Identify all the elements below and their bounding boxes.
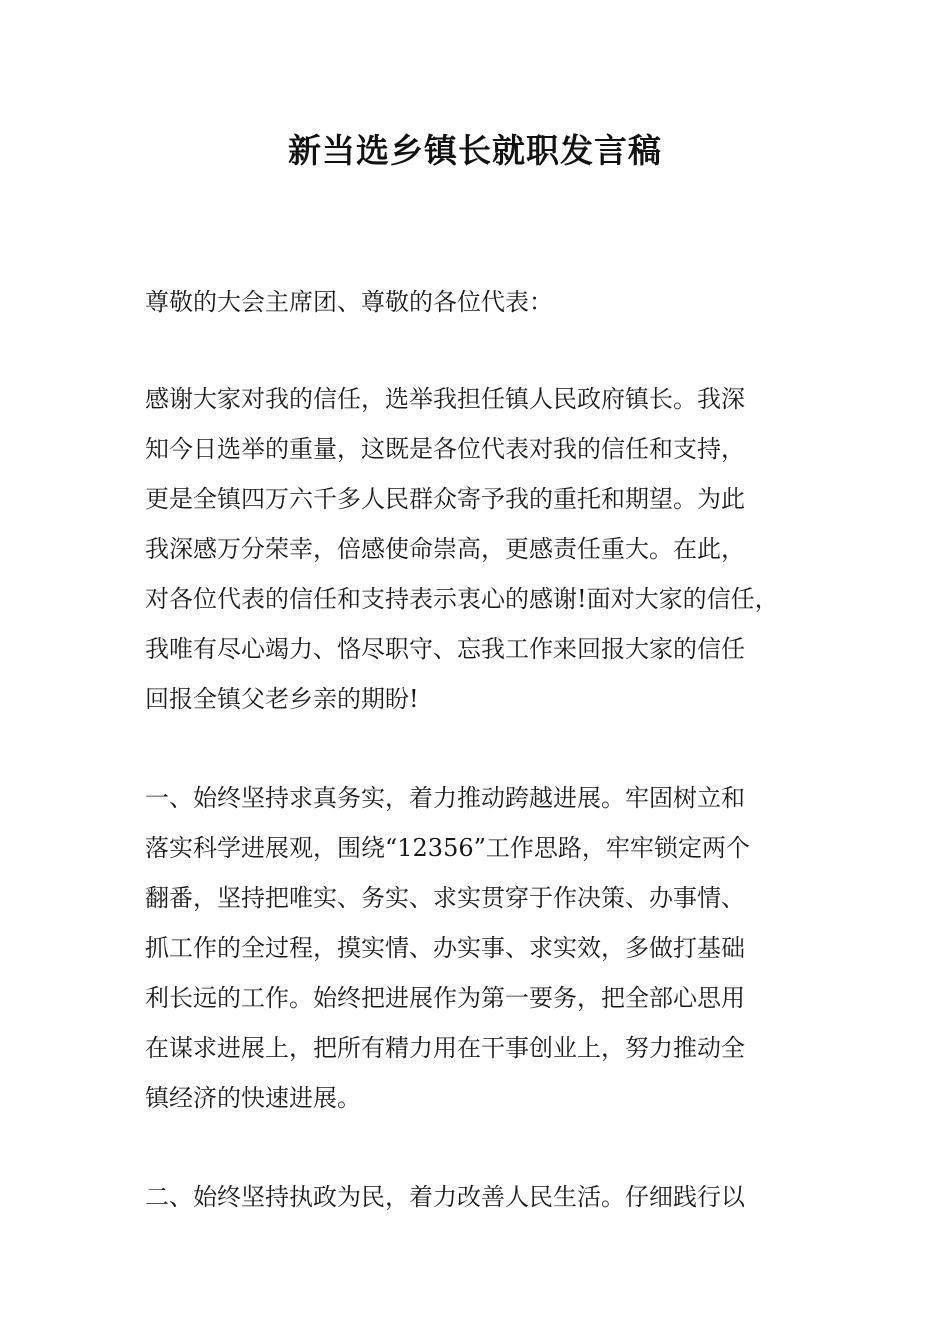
- paragraph-line: 利长远的工作。始终把进展作为第一要务，把全部心思用: [145, 984, 745, 1012]
- paragraph-line: 我深感万分荣幸，倍感使命崇高，更感责任重大。在此，: [145, 535, 745, 563]
- paragraph-line: 对各位代表的信任和支持表示衷心的感谢!面对大家的信任，: [145, 585, 779, 613]
- paragraph-line: 回报全镇父老乡亲的期盼!: [145, 685, 419, 713]
- paragraph-line: 镇经济的快速进展。: [145, 1084, 361, 1112]
- paragraph-line: 更是全镇四万六千多人民群众寄予我的重托和期望。为此: [145, 485, 745, 513]
- paragraph-line: 翻番，坚持把唯实、务实、求实贯穿于作决策、办事情、: [145, 884, 745, 912]
- salutation: [145, 277, 825, 327]
- paragraph-1: [145, 374, 825, 724]
- paragraph-3: [145, 1172, 825, 1222]
- paragraph-2: [145, 773, 825, 1123]
- paragraph-line: 二、始终坚持执政为民，着力改善人民生活。仔细践行以: [145, 1183, 745, 1211]
- document-title: 新当选乡镇长就职发言稿: [288, 131, 662, 170]
- paragraph-line: 一、始终坚持求真务实，着力推动跨越进展。牢固树立和: [145, 784, 745, 812]
- paragraph-line: 抓工作的全过程，摸实情、办实事、求实效，多做打基础: [145, 934, 745, 962]
- salutation-line: 尊敬的大会主席团、尊敬的各位代表：: [145, 288, 553, 316]
- paragraph-line: 感谢大家对我的信任，选举我担任镇人民政府镇长。我深: [145, 385, 745, 413]
- paragraph-line: 知今日选举的重量，这既是各位代表对我的信任和支持，: [145, 435, 745, 463]
- paragraph-line: 我唯有尽心竭力、恪尽职守、忘我工作来回报大家的信任: [145, 635, 745, 663]
- paragraph-line: 落实科学进展观，围绕“12356”工作思路，牢牢锁定两个: [145, 834, 750, 862]
- paragraph-line: 在谋求进展上，把所有精力用在干事创业上，努力推动全: [145, 1034, 745, 1062]
